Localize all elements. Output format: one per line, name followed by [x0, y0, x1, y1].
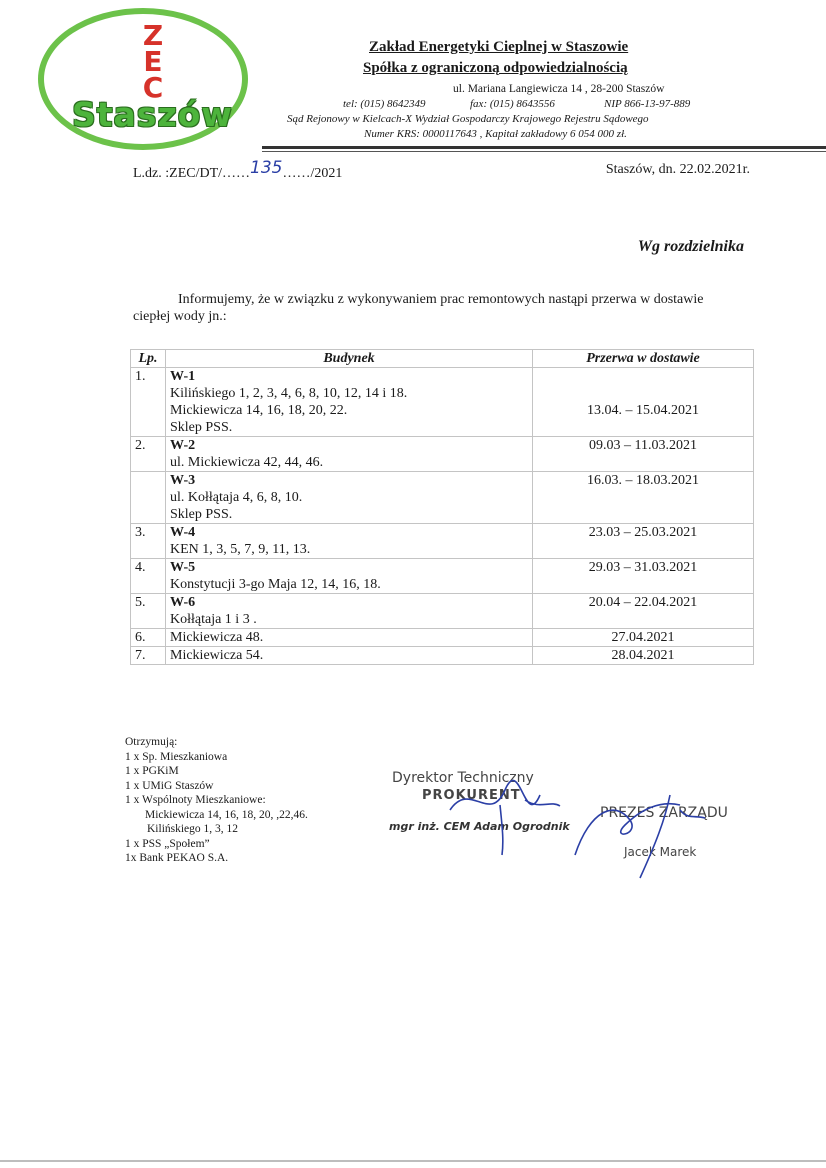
row-interruption-period [533, 472, 754, 524]
building-address: Sklep PSS. [170, 507, 233, 522]
reference-handwritten-number: 135 [250, 158, 283, 178]
technical-director-name: mgr inż. CEM Adam Ogrodnik [389, 820, 570, 833]
recipients-list [125, 735, 308, 866]
row-building [166, 472, 533, 524]
row-lp: 7. [131, 647, 166, 665]
company-tel: tel: (015) 8642349 [343, 98, 426, 110]
building-code: W-4 [170, 525, 196, 540]
president-signature [570, 790, 730, 880]
building-address: Kilińskiego 1, 2, 3, 4, 6, 8, 10, 12, 14 i 18. [170, 386, 408, 401]
row-interruption-period [533, 368, 754, 437]
recipient-subitem: Mickiewicza 14, 16, 18, 20, ,22,46. [145, 808, 308, 821]
table-row [131, 559, 754, 594]
interruption-dates: 27.04.2021 [611, 630, 675, 645]
building-address: Mickiewicza 48. [170, 630, 264, 645]
company-address: ul. Mariana Langiewicza 14 , 28-200 Staszów [453, 83, 665, 95]
table-row [131, 368, 754, 437]
reference-number [133, 158, 343, 182]
row-interruption-period [533, 524, 754, 559]
recipient-item: 1x Bank PEKAO S.A. [125, 852, 229, 864]
building-code: W-6 [170, 595, 196, 610]
addressee: Wg rozdzielnika [637, 238, 744, 255]
row-building [166, 647, 533, 665]
row-lp: 1. [131, 368, 166, 437]
reference-prefix: L.dz. :ZEC/DT/…… [133, 166, 251, 181]
row-lp: 2. [131, 437, 166, 472]
logo-name: Staszów [72, 95, 233, 134]
interruption-dates: 09.03 – 11.03.2021 [589, 438, 697, 453]
row-lp: 4. [131, 559, 166, 594]
letter-date: Staszów, dn. 22.02.2021r. [605, 162, 750, 177]
row-interruption-period [533, 437, 754, 472]
logo-letter-c: C [142, 71, 164, 104]
building-code: W-3 [170, 473, 196, 488]
header-divider-thin [262, 151, 826, 152]
table-body [131, 368, 754, 665]
building-address: Mickiewicza 54. [170, 648, 264, 663]
recipients-title: Otrzymują: [125, 736, 178, 748]
header-building: Budynek [166, 350, 533, 368]
table-row [131, 524, 754, 559]
building-address: Kołłątaja 1 i 3 . [170, 612, 257, 627]
table-row [131, 472, 754, 524]
header-interruption: Przerwa w dostawie [533, 350, 754, 368]
table-row [131, 629, 754, 647]
row-interruption-period [533, 559, 754, 594]
recipient-item: 1 x PGKiM [125, 765, 179, 777]
table-header-row [131, 350, 754, 368]
row-building [166, 368, 533, 437]
row-interruption-period [533, 629, 754, 647]
row-building [166, 559, 533, 594]
building-address: ul. Kołłątaja 4, 6, 8, 10. [170, 490, 303, 505]
row-lp: 6. [131, 629, 166, 647]
table-row [131, 647, 754, 665]
building-address: KEN 1, 3, 5, 7, 9, 11, 13. [170, 542, 311, 557]
interruption-dates: 13.04. – 15.04.2021 [587, 403, 699, 418]
row-lp [131, 472, 166, 524]
recipient-item: 1 x PSS „Społem” [125, 837, 210, 850]
header-divider [262, 146, 826, 149]
krs-capital: Numer KRS: 0000117643 , Kapitał zakładowy 6 054 000 zł. [364, 128, 627, 140]
building-code: W-5 [170, 560, 196, 575]
row-building [166, 524, 533, 559]
interruption-dates: 23.03 – 25.03.2021 [588, 525, 698, 540]
row-interruption-period [533, 647, 754, 665]
row-lp: 5. [131, 594, 166, 629]
logo-letter-z: Z [142, 19, 164, 52]
company-nip: NIP 866-13-97-889 [604, 98, 691, 110]
interruption-dates: 29.03 – 31.03.2021 [588, 560, 698, 575]
interruption-dates: 20.04 – 22.04.2021 [588, 595, 698, 610]
row-lp: 3. [131, 524, 166, 559]
recipient-subitem: Kilińskiego 1, 3, 12 [147, 823, 239, 835]
building-address: Mickiewicza 14, 16, 18, 20, 22. [170, 403, 348, 418]
building-code: W-2 [170, 438, 196, 453]
table-row [131, 437, 754, 472]
recipient-item: 1 x Sp. Mieszkaniowa [125, 750, 228, 763]
page-bottom-edge [0, 1160, 826, 1162]
company-legal-form: Spółka z ograniczoną odpowiedzialnością [363, 60, 628, 76]
president-name: Jacek Marek [624, 845, 697, 859]
technical-director-signature [430, 770, 570, 860]
table-row [131, 594, 754, 629]
building-code: W-1 [170, 369, 196, 384]
logo-letter-e: E [143, 45, 163, 78]
intro-paragraph: Informujemy, że w związku z wykonywaniem prac remontowych nastąpi przerwa w dostawie ciepłej wody jn.: [133, 292, 704, 324]
company-fax: fax: (015) 8643556 [470, 98, 555, 110]
row-building [166, 594, 533, 629]
building-address: Sklep PSS. [170, 420, 233, 435]
president-title: PREZES ZARZĄDU [600, 805, 728, 821]
building-address: ul. Mickiewicza 42, 44, 46. [170, 455, 324, 470]
row-building [166, 437, 533, 472]
interruption-table [130, 349, 754, 665]
header-lp: Lp. [131, 350, 166, 368]
row-interruption-period [533, 594, 754, 629]
technical-director-title: Dyrektor Techniczny [392, 770, 534, 786]
interruption-dates: 16.03. – 18.03.2021 [587, 473, 699, 488]
building-address: Konstytucji 3-go Maja 12, 14, 16, 18. [170, 577, 381, 592]
court-registration: Sąd Rejonowy w Kielcach-X Wydział Gospodarczy Krajowego Rejestru Sądowego [287, 113, 649, 125]
recipient-item: 1 x Wspólnoty Mieszkaniowe: [125, 794, 266, 806]
row-building [166, 629, 533, 647]
recipient-item: 1 x UMiG Staszów [125, 779, 214, 792]
technical-director-role: PROKURENT [422, 788, 521, 803]
reference-suffix: ……/2021 [282, 166, 343, 181]
interruption-dates: 28.04.2021 [611, 648, 675, 663]
company-name: Zakład Energetyki Cieplnej w Staszowie [369, 39, 629, 55]
